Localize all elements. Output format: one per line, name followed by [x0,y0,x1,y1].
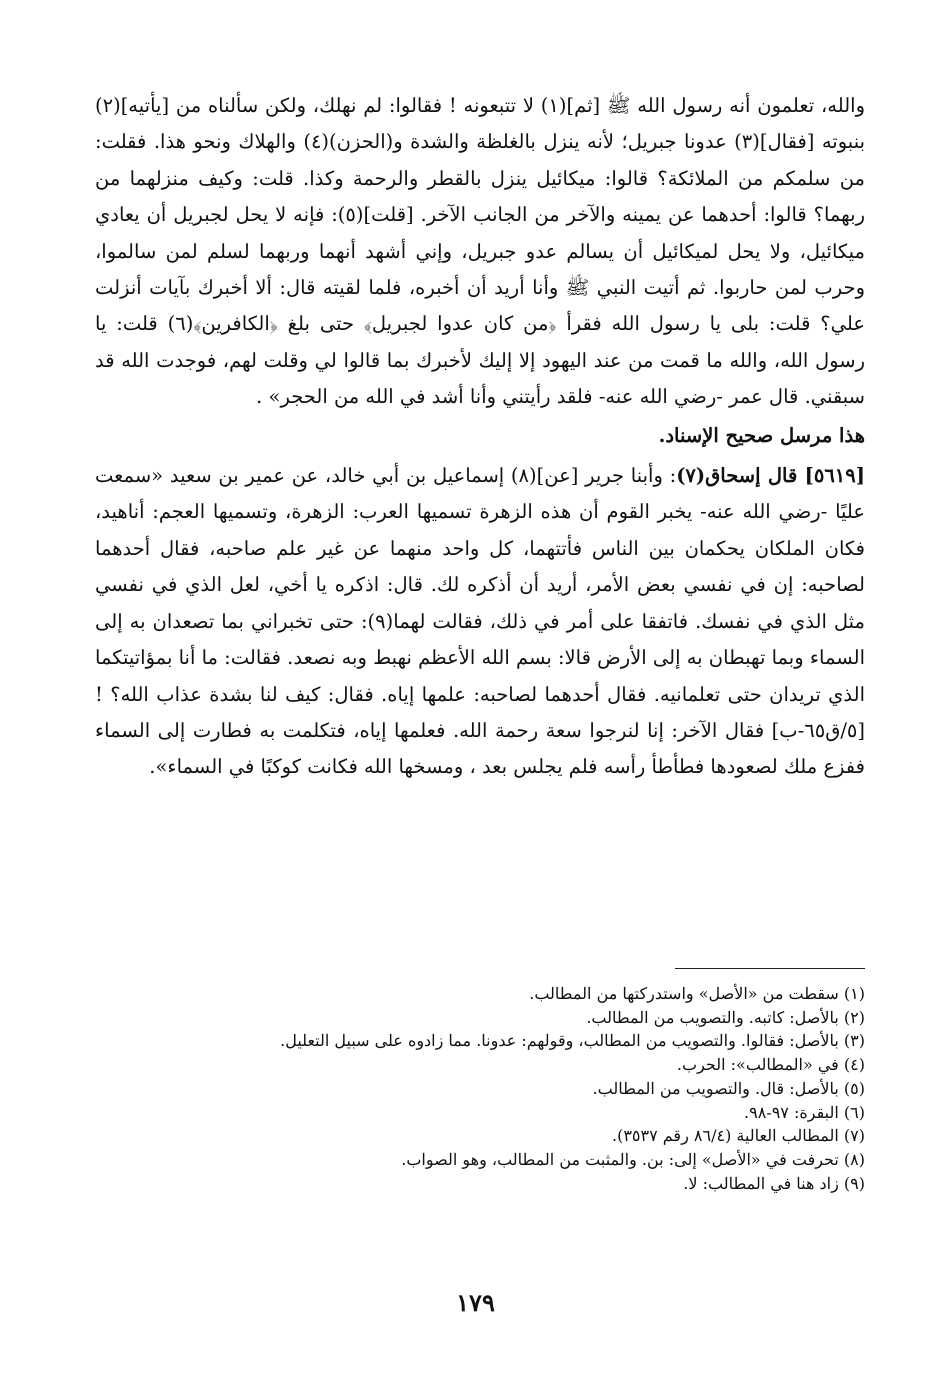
footnote-8: (٨) تحرفت في «الأصل» إلى: بن. والمثبت من المطالب، وهو الصواب. [401,1149,865,1169]
footnote-7: (٧) المطالب العالية (٨٦/٤ رقم ٣٥٣٧). [611,1126,865,1146]
footnote-9: (٩) زاد هنا في المطالب: لا. [683,1173,865,1193]
footnote-1: (١) سقطت من «الأصل» واستدركتها من المطالب. [529,984,865,1003]
footnote-3: (٣) بالأصل: فقالوا. والتصويب من المطالب، وقولهم: عدونا. مما زادوه على سبيل التعليل. [280,1031,865,1051]
hadith-text: : وأبنا جرير [عن](٨) إسماعيل بن أبي خالد، عن عمير بن سعيد «سمعت عليًا -رضي الله عنه- يخبر القوم أن هذه الزهرة تسميها العرب: الزهرة، وتسميها العجم: أناهيد، فكان الملكان يحكمان بين الناس فأتتهما، كل واحد منهما عن غير علم صاحبه، فقال أحدهما لصاحبه: إن في نفسي بعض الأمر، أريد أن أذكره لك. قال: اذكره يا أخي، لعل الذي في نفسي مثل الذي في نفسك. فاتفقا على أمر في ذلك، فقالت لهما(٩): حتى تخبراني بما تصعدان به إلى السماء وبما تهبطان به إلى الأرض قالا: بسم الله الأعظم نهبط وبه نصعد. فقالت: ما أنا بمؤاتيتكما الذي تريدان حتى تعلمانيه. فقال أحدهما لصاحبه: علمها إياه. فقال: كيف لنا بشدة عذاب الله؟ ! [٥/ق٦٥-ب] فقال الآخر: إنا لنرجوا سعة رحمة الله. فعلمها إياه، فتكلمت به فطارت إلى السماء ففزع ملك لصعودها فطأطأ رأسه فلم يجلس بعد ، ومسخها الله فكانت كوكبًا في السماء». [95,464,865,779]
footnote-4: (٤) في «المطالب»: الحرب. [676,1055,865,1075]
main-text [95,88,865,786]
page-body [95,88,865,786]
footnote-divider [675,968,865,969]
hadith-number: [٥٦١٩] قال إسحاق(٧) [676,464,865,488]
footnote-5: (٥) بالأصل: قال. والتصويب من المطالب. [592,1078,865,1098]
paragraph-continuation: والله، تعلمون أنه رسول الله ﷺ [ثم](١) لا تتبعونه ! فقالوا: لم نهلك، ولكن سألناه من [يأتيه](٢) بنبوته [فقال](٣) عدونا جبريل؛ لأنه ينزل بالغلظة والشدة و(الحزن)(٤) والهلاك ونحو هذا. فقلت: من سلمكم من الملائكة؟ قالوا: ميكائيل ينزل بالقطر والرحمة وكذا. قلت: وكيف منزلهما من ربهما؟ قالوا: أحدهما عن يمينه والآخر من الجانب الآخر. [قلت](٥): فإنه لا يحل لجبريل أن يعادي ميكائيل، ولا يحل لميكائيل أن يسالم عدو جبريل، وإني أشهد أنهما وربهما لسلم لمن سالموا، وحرب لمن حاربوا. ثم أتيت النبي ﷺ وأنا أريد أن أخبره، فلما لقيته قال: ألا أخبرك بآيات أنزلت علي؟ قلت: بلى يا رسول الله فقرأ ﴿من كان عدوا لجبريل﴾ حتى بلغ ﴿الكافرين﴾(٦) قلت: يا رسول الله، والله ما قمت من عند اليهود إلا إليك لأخبرك بما قالوا لي وقلت لهم، فوجدت الله قد سبقني. قال عمر -رضي الله عنه- فلقد رأيتني وأنا أشد في الله من الحجر» . [95,94,865,409]
footnotes [85,982,865,1195]
page-number: ١٧٩ [456,1288,495,1317]
footnote-2: (٢) بالأصل: كاتبه. والتصويب من المطالب. [586,1007,865,1027]
hadith-paragraph [95,458,865,786]
footnote-6: (٦) البقرة: ٩٧-٩٨. [744,1102,865,1122]
isnad-grading-heading: هذا مرسل صحيح الإسناد. [658,423,865,447]
